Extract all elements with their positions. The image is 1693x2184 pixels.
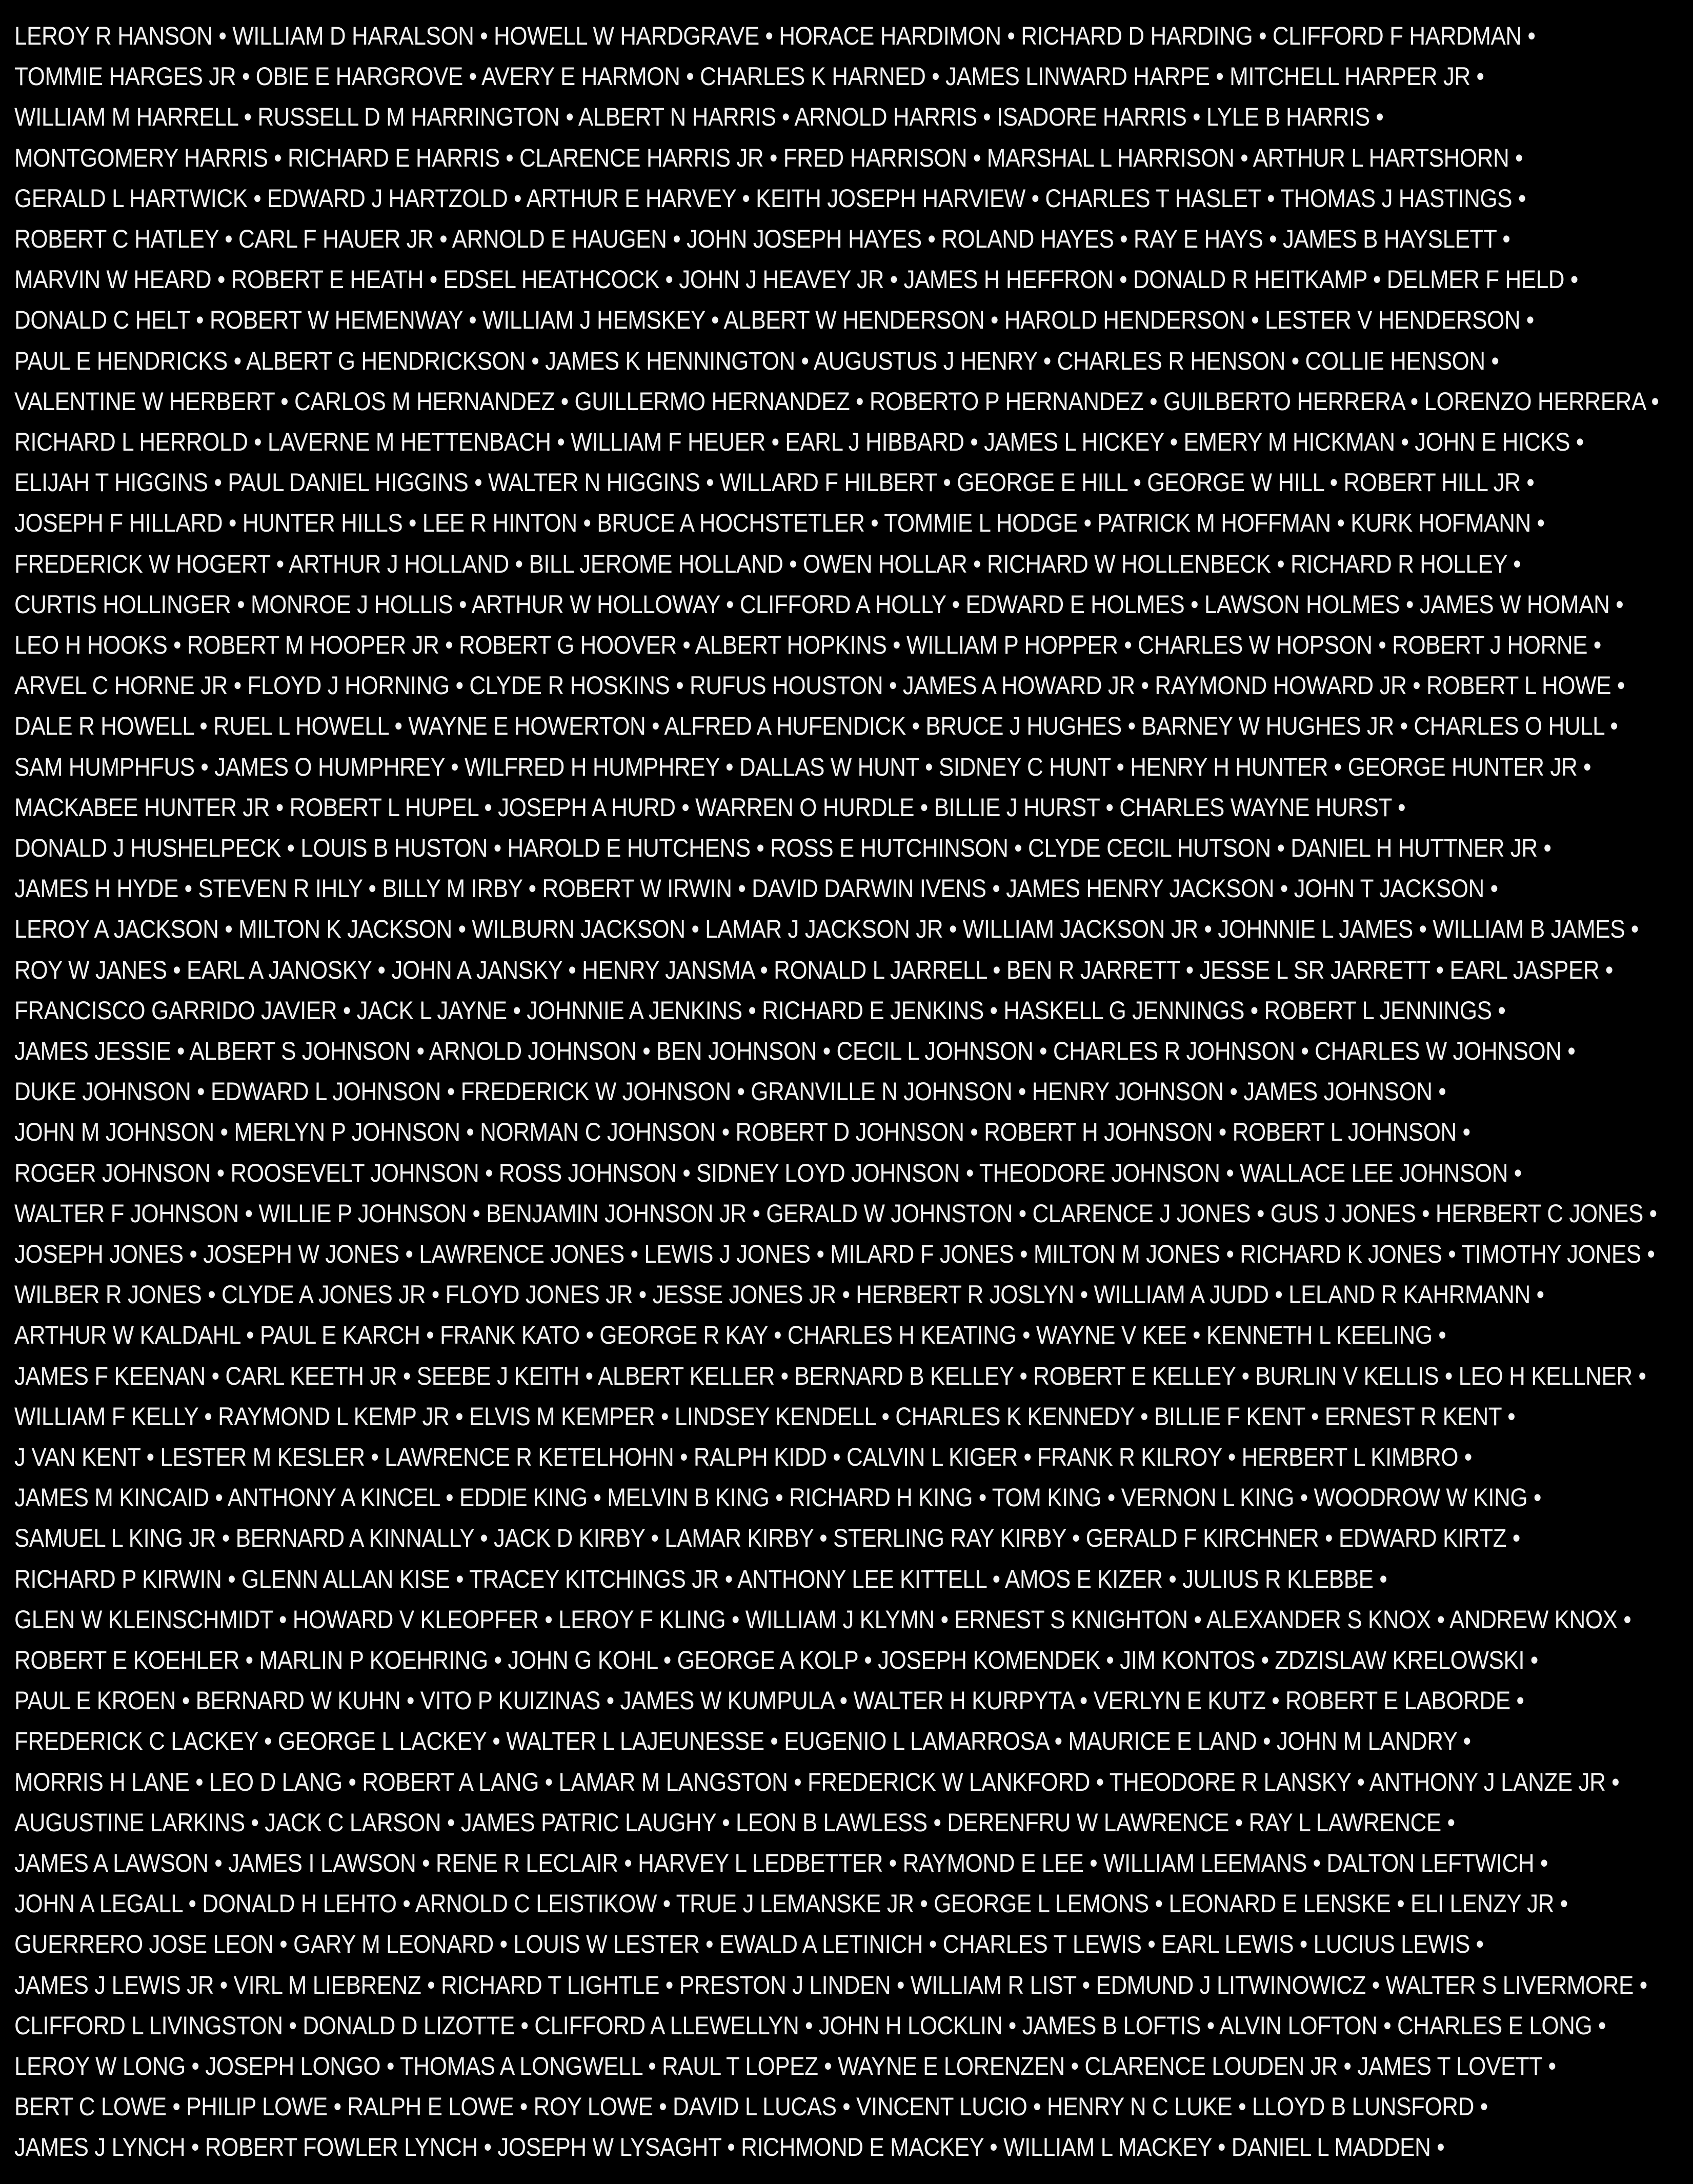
memorial-name-line: FREDERICK W HOGERT • ARTHUR J HOLLAND • BILL JEROME HOLLAND • OWEN HOLLAR • RICHARD W HOLLENBECK • RICHARD R HOLLEY •: [14, 550, 1521, 578]
memorial-name-line: GUERRERO JOSE LEON • GARY M LEONARD • LOUIS W LESTER • EWALD A LETINICH • CHARLES T LEWIS • EARL LEWIS • LUCIUS LEWIS •: [14, 1930, 1484, 1958]
memorial-name-line: MARVIN W HEARD • ROBERT E HEATH • EDSEL HEATHCOCK • JOHN J HEAVEY JR • JAMES H HEFFRON • DONALD R HEITKAMP • DELMER F HELD •: [14, 265, 1578, 294]
memorial-name-line: DALE R HOWELL • RUEL L HOWELL • WAYNE E HOWERTON • ALFRED A HUFENDICK • BRUCE J HUGHES • BARNEY W HUGHES JR • CHARLES O HULL •: [14, 712, 1618, 740]
memorial-name-line: ARTHUR W KALDAHL • PAUL E KARCH • FRANK KATO • GEORGE R KAY • CHARLES H KEATING • WAYNE V KEE • KENNETH L KEELING •: [14, 1321, 1446, 1349]
memorial-name-line: JOHN M JOHNSON • MERLYN P JOHNSON • NORMAN C JOHNSON • ROBERT D JOHNSON • ROBERT H JOHNSON • ROBERT L JOHNSON •: [14, 1118, 1470, 1146]
memorial-name-line: LEROY W LONG • JOSEPH LONGO • THOMAS A LONGWELL • RAUL T LOPEZ • WAYNE E LORENZEN • CLARENCE LOUDEN JR • JAMES T LOVETT •: [14, 2052, 1556, 2080]
memorial-name-line: PAUL E KROEN • BERNARD W KUHN • VITO P KUIZINAS • JAMES W KUMPULA • WALTER H KURPYTA • VERLYN E KUTZ • ROBERT E LABORDE •: [14, 1686, 1524, 1715]
memorial-name-line: CLIFFORD L LIVINGSTON • DONALD D LIZOTTE • CLIFFORD A LLEWELLYN • JOHN H LOCKLIN • JAMES B LOFTIS • ALVIN LOFTON • CHARLES E LONG •: [14, 2011, 1606, 2040]
memorial-name-line: WILLIAM M HARRELL • RUSSELL D M HARRINGTON • ALBERT N HARRIS • ARNOLD HARRIS • ISADORE HARRIS • LYLE B HARRIS •: [14, 103, 1384, 131]
memorial-name-line: ROGER JOHNSON • ROOSEVELT JOHNSON • ROSS JOHNSON • SIDNEY LOYD JOHNSON • THEODORE JOHNSON • WALLACE LEE JOHNSON •: [14, 1159, 1522, 1187]
memorial-name-line: TOMMIE HARGES JR • OBIE E HARGROVE • AVERY E HARMON • CHARLES K HARNED • JAMES LINWARD HARPE • MITCHELL HARPER JR •: [14, 62, 1484, 91]
memorial-name-line: MONTGOMERY HARRIS • RICHARD E HARRIS • CLARENCE HARRIS JR • FRED HARRISON • MARSHAL L HARRISON • ARTHUR L HARTSHORN •: [14, 144, 1523, 172]
memorial-name-line: GERALD L HARTWICK • EDWARD J HARTZOLD • ARTHUR E HARVEY • KEITH JOSEPH HARVIEW • CHARLES T HASLET • THOMAS J HASTINGS •: [14, 184, 1526, 213]
memorial-name-line: BERT C LOWE • PHILIP LOWE • RALPH E LOWE • ROY LOWE • DAVID L LUCAS • VINCENT LUCIO • HENRY N C LUKE • LLOYD B LUNSFORD •: [14, 2092, 1488, 2121]
memorial-name-line: JOSEPH F HILLARD • HUNTER HILLS • LEE R HINTON • BRUCE A HOCHSTETLER • TOMMIE L HODGE • PATRICK M HOFFMAN • KURK HOFMANN •: [14, 509, 1545, 537]
memorial-name-line: JAMES J LEWIS JR • VIRL M LIEBRENZ • RICHARD T LIGHTLE • PRESTON J LINDEN • WILLIAM R LIST • EDMUND J LITWINOWICZ • WALTER S LIVERMORE •: [14, 1971, 1647, 1999]
memorial-name-line: MACKABEE HUNTER JR • ROBERT L HUPEL • JOSEPH A HURD • WARREN O HURDLE • BILLIE J HURST • CHARLES WAYNE HURST •: [14, 793, 1406, 822]
memorial-name-line: JAMES J LYNCH • ROBERT FOWLER LYNCH • JOSEPH W LYSAGHT • RICHMOND E MACKEY • WILLIAM L MACKEY • DANIEL L MADDEN •: [14, 2133, 1445, 2161]
memorial-name-line: ROBERT E KOEHLER • MARLIN P KOEHRING • JOHN G KOHL • GEORGE A KOLP • JOSEPH KOMENDEK • JIM KONTOS • ZDZISLAW KRELOWSKI •: [14, 1646, 1538, 1674]
memorial-name-line: AUGUSTINE LARKINS • JACK C LARSON • JAMES PATRIC LAUGHY • LEON B LAWLESS • DERENFRU W LAWRENCE • RAY L LAWRENCE •: [14, 1808, 1455, 1837]
memorial-name-line: CURTIS HOLLINGER • MONROE J HOLLIS • ARTHUR W HOLLOWAY • CLIFFORD A HOLLY • EDWARD E HOLMES • LAWSON HOLMES • JAMES W HOMAN •: [14, 590, 1624, 619]
memorial-name-line: J VAN KENT • LESTER M KESLER • LAWRENCE R KETELHOHN • RALPH KIDD • CALVIN L KIGER • FRANK R KILROY • HERBERT L KIMBRO •: [14, 1443, 1472, 1471]
memorial-name-line: VALENTINE W HERBERT • CARLOS M HERNANDEZ • GUILLERMO HERNANDEZ • ROBERTO P HERNANDEZ • GUILBERTO HERRERA • LORENZO HERRERA •: [14, 387, 1659, 416]
memorial-name-line: JAMES JESSIE • ALBERT S JOHNSON • ARNOLD JOHNSON • BEN JOHNSON • CECIL L JOHNSON • CHARLES R JOHNSON • CHARLES W JOHNSON •: [14, 1037, 1576, 1065]
memorial-name-line: WILLIAM F KELLY • RAYMOND L KEMP JR • ELVIS M KEMPER • LINDSEY KENDELL • CHARLES K KENNEDY • BILLIE F KENT • ERNEST R KENT •: [14, 1402, 1516, 1431]
memorial-name-line: FRANCISCO GARRIDO JAVIER • JACK L JAYNE • JOHNNIE A JENKINS • RICHARD E JENKINS • HASKELL G JENNINGS • ROBERT L JENNINGS •: [14, 996, 1506, 1025]
memorial-name-line: DUKE JOHNSON • EDWARD L JOHNSON • FREDERICK W JOHNSON • GRANVILLE N JOHNSON • HENRY JOHNSON • JAMES JOHNSON •: [14, 1077, 1446, 1106]
memorial-name-line: JAMES A LAWSON • JAMES I LAWSON • RENE R LECLAIR • HARVEY L LEDBETTER • RAYMOND E LEE • WILLIAM LEEMANS • DALTON LEFTWICH •: [14, 1849, 1548, 1877]
memorial-name-line: WILBER R JONES • CLYDE A JONES JR • FLOYD JONES JR • JESSE JONES JR • HERBERT R JOSLYN • WILLIAM A JUDD • LELAND R KAHRMANN •: [14, 1280, 1544, 1309]
memorial-name-line: MORRIS H LANE • LEO D LANG • ROBERT A LANG • LAMAR M LANGSTON • FREDERICK W LANKFORD • THEODORE R LANSKY • ANTHONY J LANZE JR •: [14, 1768, 1620, 1796]
memorial-name-line: FREDERICK C LACKEY • GEORGE L LACKEY • WALTER L LAJEUNESSE • EUGENIO L LAMARROSA • MAURICE E LAND • JOHN M LANDRY •: [14, 1727, 1471, 1755]
memorial-name-line: ROY W JANES • EARL A JANOSKY • JOHN A JANSKY • HENRY JANSMA • RONALD L JARRELL • BEN R JARRETT • JESSE L SR JARRETT • EARL JASPER •: [14, 956, 1613, 984]
memorial-name-line: GLEN W KLEINSCHMIDT • HOWARD V KLEOPFER • LEROY F KLING • WILLIAM J KLYMN • ERNEST S KNIGHTON • ALEXANDER S KNOX • ANDREW KNOX •: [14, 1605, 1631, 1634]
memorial-name-line: JAMES F KEENAN • CARL KEETH JR • SEEBE J KEITH • ALBERT KELLER • BERNARD B KELLEY • ROBERT E KELLEY • BURLIN V KELLIS • LEO H KELLNER •: [14, 1362, 1646, 1390]
memorial-name-line: RICHARD L HERROLD • LAVERNE M HETTENBACH • WILLIAM F HEUER • EARL J HIBBARD • JAMES L HICKEY • EMERY M HICKMAN • JOHN E HICKS •: [14, 428, 1584, 456]
memorial-name-line: LEROY A JACKSON • MILTON K JACKSON • WILBURN JACKSON • LAMAR J JACKSON JR • WILLIAM JACKSON JR • JOHNNIE L JAMES • WILLIAM B JAMES •: [14, 915, 1639, 943]
memorial-name-line: SAMUEL L KING JR • BERNARD A KINNALLY • JACK D KIRBY • LAMAR KIRBY • STERLING RAY KIRBY • GERALD F KIRCHNER • EDWARD KIRTZ •: [14, 1524, 1520, 1552]
memorial-name-line: SAM HUMPHFUS • JAMES O HUMPHREY • WILFRED H HUMPHREY • DALLAS W HUNT • SIDNEY C HUNT • HENRY H HUNTER • GEORGE HUNTER JR •: [14, 753, 1591, 781]
memorial-name-line: ARVEL C HORNE JR • FLOYD J HORNING • CLYDE R HOSKINS • RUFUS HOUSTON • JAMES A HOWARD JR • RAYMOND HOWARD JR • ROBERT L HOWE •: [14, 671, 1625, 700]
memorial-name-line: PAUL E HENDRICKS • ALBERT G HENDRICKSON • JAMES K HENNINGTON • AUGUSTUS J HENRY • CHARLES R HENSON • COLLIE HENSON •: [14, 347, 1499, 375]
memorial-name-line: JOSEPH JONES • JOSEPH W JONES • LAWRENCE JONES • LEWIS J JONES • MILARD F JONES • MILTON M JONES • RICHARD K JONES • TIMOTHY JONES •: [14, 1240, 1655, 1268]
memorial-name-line: RICHARD P KIRWIN • GLENN ALLAN KISE • TRACEY KITCHINGS JR • ANTHONY LEE KITTELL • AMOS E KIZER • JULIUS R KLEBBE •: [14, 1565, 1387, 1593]
memorial-name-line: ROBERT C HATLEY • CARL F HAUER JR • ARNOLD E HAUGEN • JOHN JOSEPH HAYES • ROLAND HAYES • RAY E HAYS • JAMES B HAYSLETT •: [14, 225, 1510, 253]
memorial-name-line: ELIJAH T HIGGINS • PAUL DANIEL HIGGINS • WALTER N HIGGINS • WILLARD F HILBERT • GEORGE E HILL • GEORGE W HILL • ROBERT HILL JR •: [14, 468, 1535, 497]
memorial-name-line: LEROY R HANSON • WILLIAM D HARALSON • HOWELL W HARDGRAVE • HORACE HARDIMON • RICHARD D HARDING • CLIFFORD F HARDMAN •: [14, 22, 1536, 50]
memorial-name-line: DONALD C HELT • ROBERT W HEMENWAY • WILLIAM J HEMSKEY • ALBERT W HENDERSON • HAROLD HENDERSON • LESTER V HENDERSON •: [14, 306, 1534, 334]
memorial-name-line: JOHN A LEGALL • DONALD H LEHTO • ARNOLD C LEISTIKOW • TRUE J LEMANSKE JR • GEORGE L LEMONS • LEONARD E LENSKE • ELI LENZY JR •: [14, 1889, 1568, 1918]
memorial-name-line: WALTER F JOHNSON • WILLIE P JOHNSON • BENJAMIN JOHNSON JR • GERALD W JOHNSTON • CLARENCE J JONES • GUS J JONES • HERBERT C JONES •: [14, 1199, 1657, 1228]
memorial-name-line: JAMES H HYDE • STEVEN R IHLY • BILLY M IRBY • ROBERT W IRWIN • DAVID DARWIN IVENS • JAMES HENRY JACKSON • JOHN T JACKSON •: [14, 874, 1498, 903]
memorial-name-line: DONALD J HUSHELPECK • LOUIS B HUSTON • HAROLD E HUTCHENS • ROSS E HUTCHINSON • CLYDE CECIL HUTSON • DANIEL H HUTTNER JR •: [14, 834, 1551, 862]
memorial-name-line: LEO H HOOKS • ROBERT M HOOPER JR • ROBERT G HOOVER • ALBERT HOPKINS • WILLIAM P HOPPER • CHARLES W HOPSON • ROBERT J HORNE •: [14, 631, 1601, 659]
memorial-name-line: JAMES M KINCAID • ANTHONY A KINCEL • EDDIE KING • MELVIN B KING • RICHARD H KING • TOM KING • VERNON L KING • WOODROW W KING •: [14, 1483, 1541, 1512]
